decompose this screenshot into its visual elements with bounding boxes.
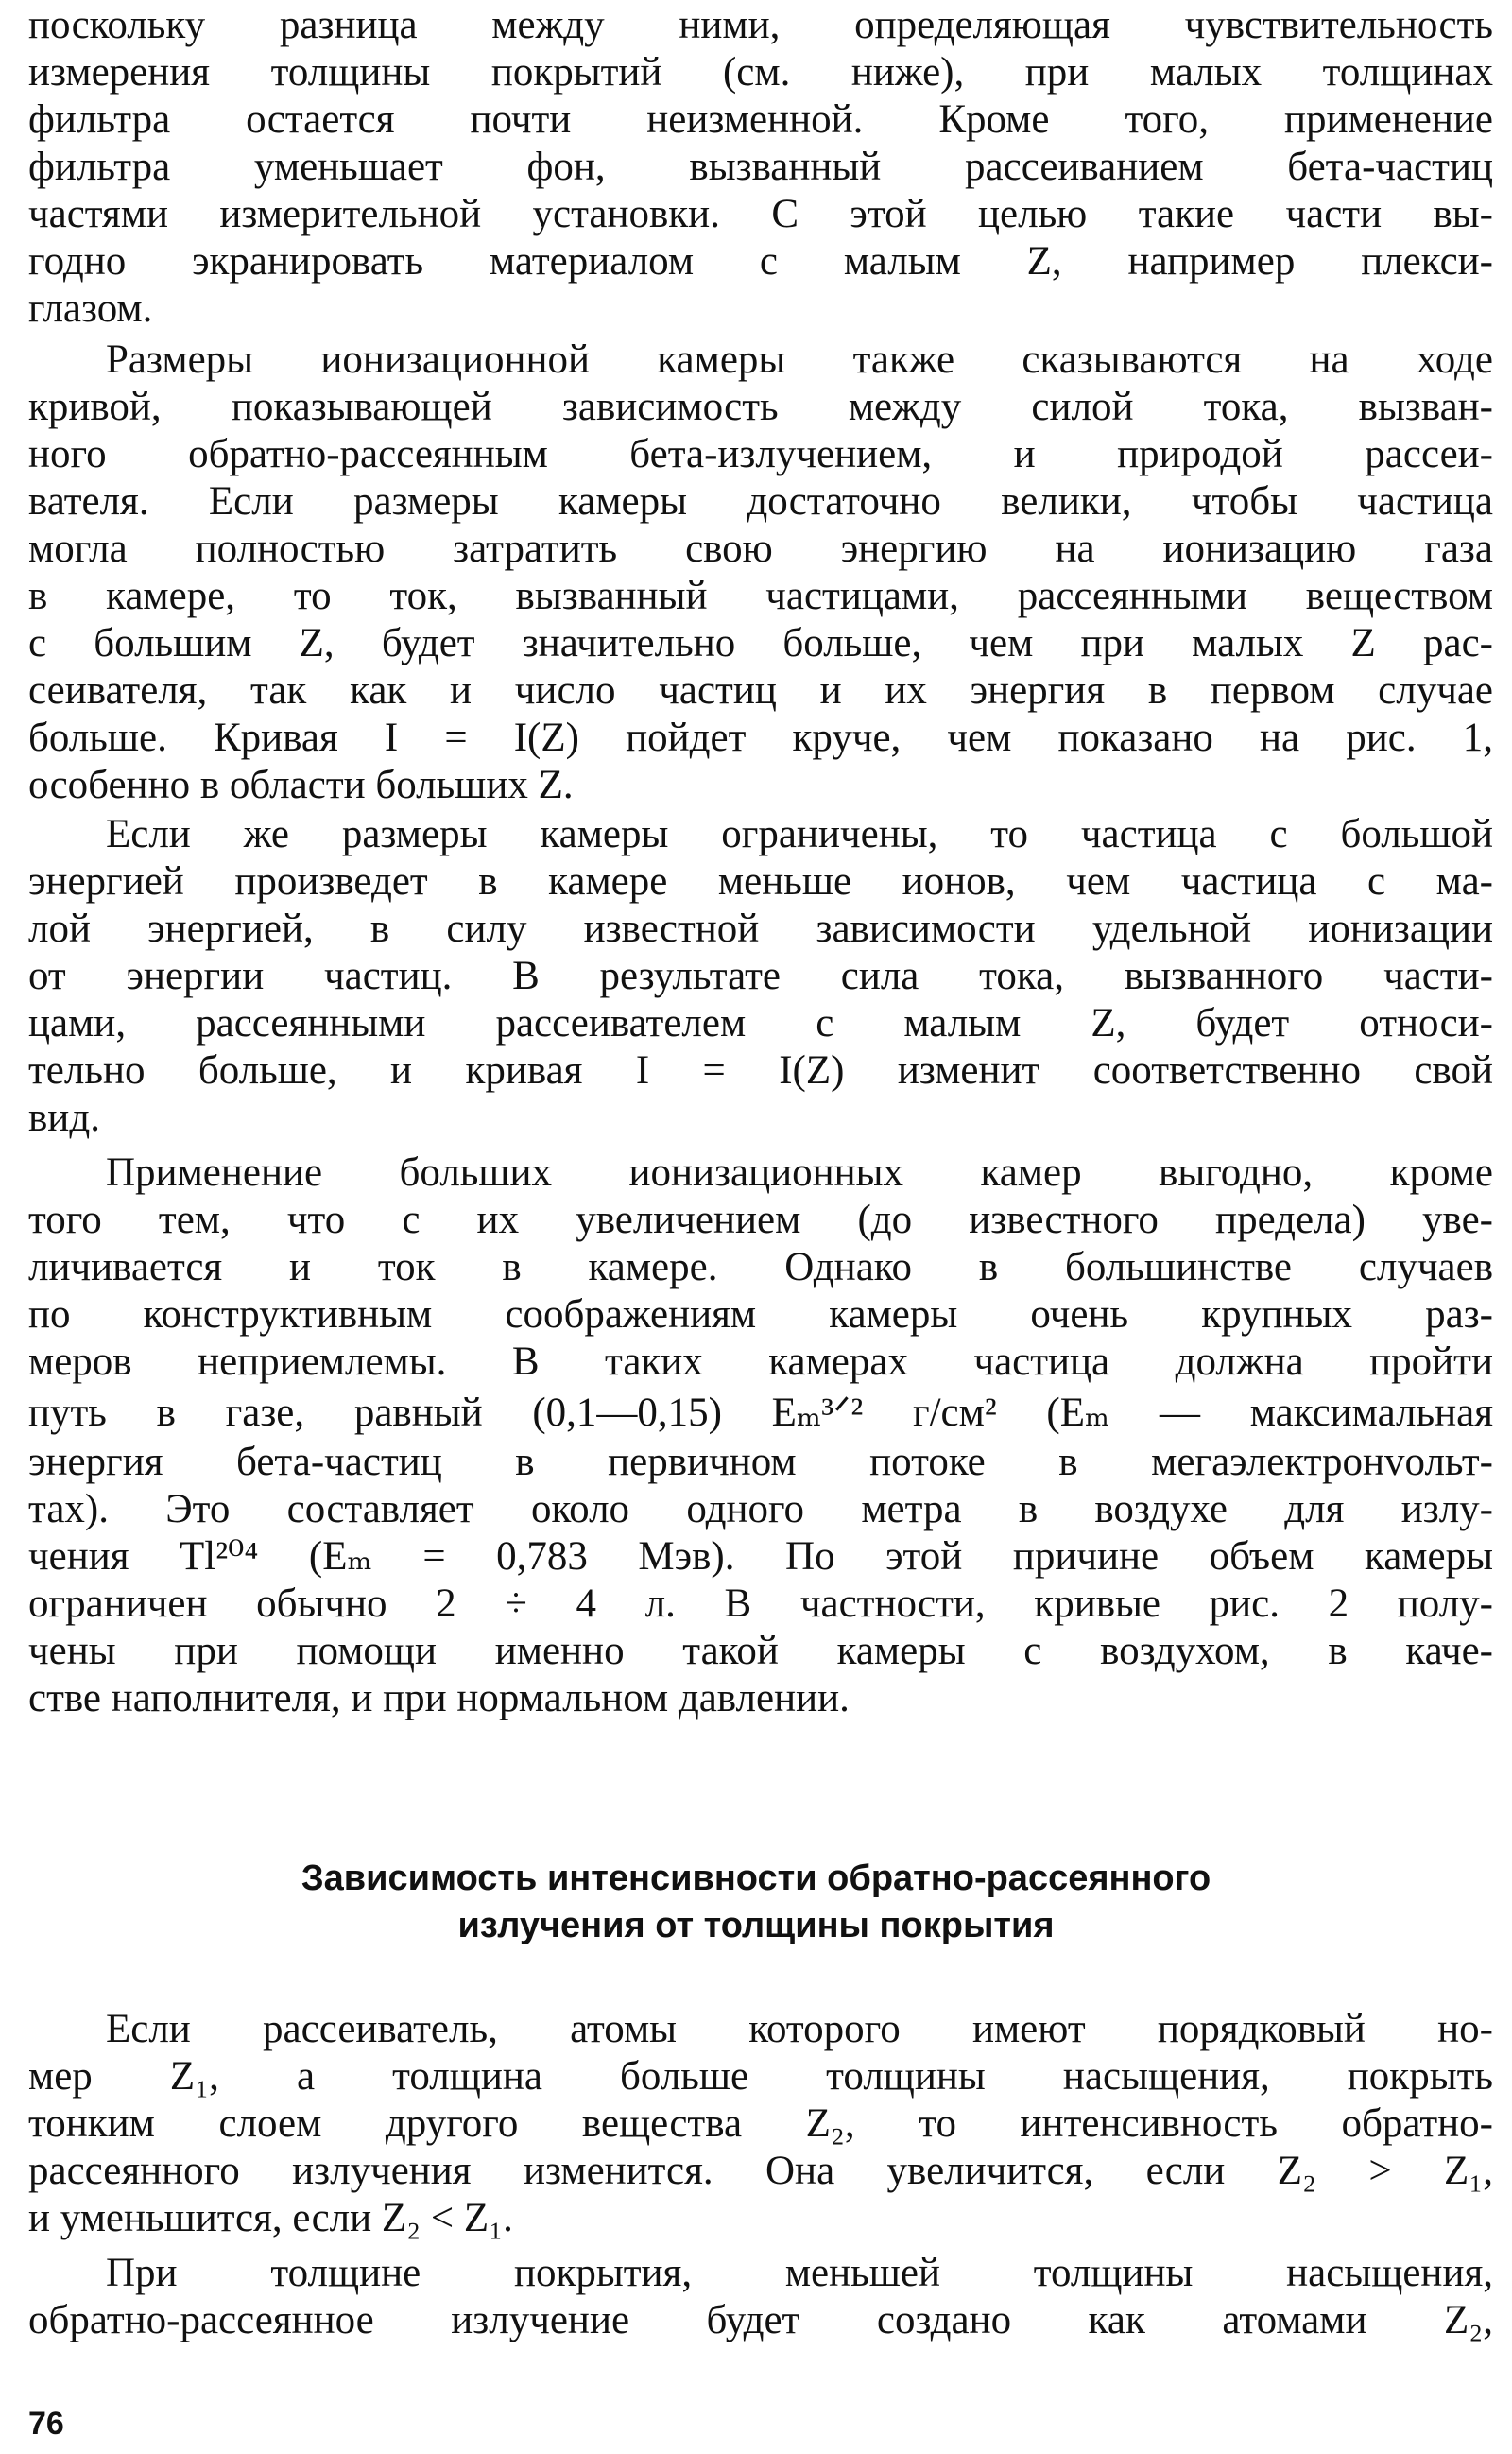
text-line: ограничен обычно 2 ÷ 4 л. В частности, кривые рис. 2 полу- [28, 1581, 1493, 1626]
paragraph-first-line: Размеры ионизационной камеры также сказываются на ходе [106, 337, 1493, 382]
text-line: тонким слоем другого вещества Z₂, то интенсивность обратно- [28, 2101, 1493, 2146]
section-heading-line: Зависимость интенсивности обратно-рассеянного [301, 1858, 1211, 1898]
text-line: ного обратно-рассеянным бета-излучением, и природой рассеи- [28, 432, 1493, 476]
text-line: годно экранировать материалом с малым Z, например плекси- [28, 239, 1493, 284]
text-line: поскольку разница между ними, определяющая чувствительность [28, 3, 1493, 47]
text-line: кривой, показывающей зависимость между силой тока, вызван- [28, 385, 1493, 429]
paragraph-first-line: Если рассеиватель, атомы которого имеют порядковый но- [106, 2007, 1493, 2051]
text-line: от энергии частиц. В результате сила тока, вызванного части- [28, 954, 1493, 998]
text-line: частями измерительной установки. С этой целью такие части вы- [28, 192, 1493, 236]
paragraph-first-line: Применение больших ионизационных камер выгодно, кроме [106, 1150, 1493, 1195]
text-line: фильтра уменьшает фон, вызванный рассеиванием бета-частиц [28, 145, 1493, 189]
text-line: особенно в области больших Z. [28, 763, 574, 807]
text-line: меров неприемлемы. В таких камерах частица должна пройти [28, 1339, 1493, 1384]
text-line: энергией произведет в камере меньше ионов, чем частица с ма- [28, 859, 1493, 904]
text-line: и уменьшится, если Z₂ < Z₁. [28, 2196, 513, 2240]
text-line: энергия бета-частиц в первичном потоке в мегаэлектронvольт- [28, 1440, 1493, 1484]
text-line: тах). Это составляет около одного метра в воздухе для излу- [28, 1487, 1493, 1531]
text-line: фильтра остается почти неизменной. Кроме того, применение [28, 97, 1493, 142]
paragraph-first-line: Если же размеры камеры ограничены, то частица с большой [106, 812, 1493, 856]
text-line: в камере, то ток, вызванный частицами, рассеянными веществом [28, 574, 1493, 618]
text-line: тельно больше, и кривая I = I(Z) изменит соответственно свой [28, 1048, 1493, 1093]
text-line: обратно-рассеянное излучение будет создано как атомами Z₂, [28, 2298, 1493, 2342]
text-line: измерения толщины покрытий (см. ниже), при малых толщинах [28, 50, 1493, 95]
text-line: путь в газе, равный (0,1—0,15) Eₘ³ᐟ² г/см² (Eₘ — максимальная [28, 1391, 1493, 1435]
text-line: с большим Z, будет значительно больше, чем при малых Z рас- [28, 621, 1493, 665]
text-line: больше. Кривая I = I(Z) пойдет круче, чем показано на рис. 1, [28, 716, 1493, 760]
text-line: личивается и ток в камере. Однако в большинстве случаев [28, 1245, 1493, 1289]
text-line: лой энергией, в силу известной зависимости удельной ионизации [28, 907, 1493, 951]
text-line: глазом. [28, 286, 153, 331]
text-line: чения Tl²⁰⁴ (Eₘ = 0,783 Мэв). По этой причине объем камеры [28, 1534, 1493, 1579]
text-line: по конструктивным соображениям камеры очень крупных раз- [28, 1292, 1493, 1337]
text-line: вид. [28, 1096, 100, 1140]
text-line: вателя. Если размеры камеры достаточно велики, чтобы частица [28, 479, 1493, 524]
paragraph-first-line: При толщине покрытия, меньшей толщины насыщения, [106, 2251, 1493, 2295]
text-line: рассеянного излучения изменится. Она увеличится, если Z₂ > Z₁, [28, 2149, 1493, 2193]
text-line: могла полностью затратить свою энергию на ионизацию газа [28, 527, 1493, 571]
text-line: сеивателя, так как и число частиц и их энергия в первом случае [28, 668, 1493, 713]
section-heading-line: излучения от толщины покрытия [457, 1906, 1055, 1945]
text-line: цами, рассеянными рассеивателем с малым Z, будет относи- [28, 1001, 1493, 1046]
text-line: стве наполнителя, и при нормальном давлении. [28, 1676, 850, 1720]
page-number: 76 [28, 2406, 64, 2442]
text-line: мер Z₁, а толщина больше толщины насыщения, покрыть [28, 2054, 1493, 2099]
text-line: чены при помощи именно такой камеры с воздухом, в каче- [28, 1629, 1493, 1673]
text-line: того тем, что с их увеличением (до известного предела) уве- [28, 1198, 1493, 1242]
